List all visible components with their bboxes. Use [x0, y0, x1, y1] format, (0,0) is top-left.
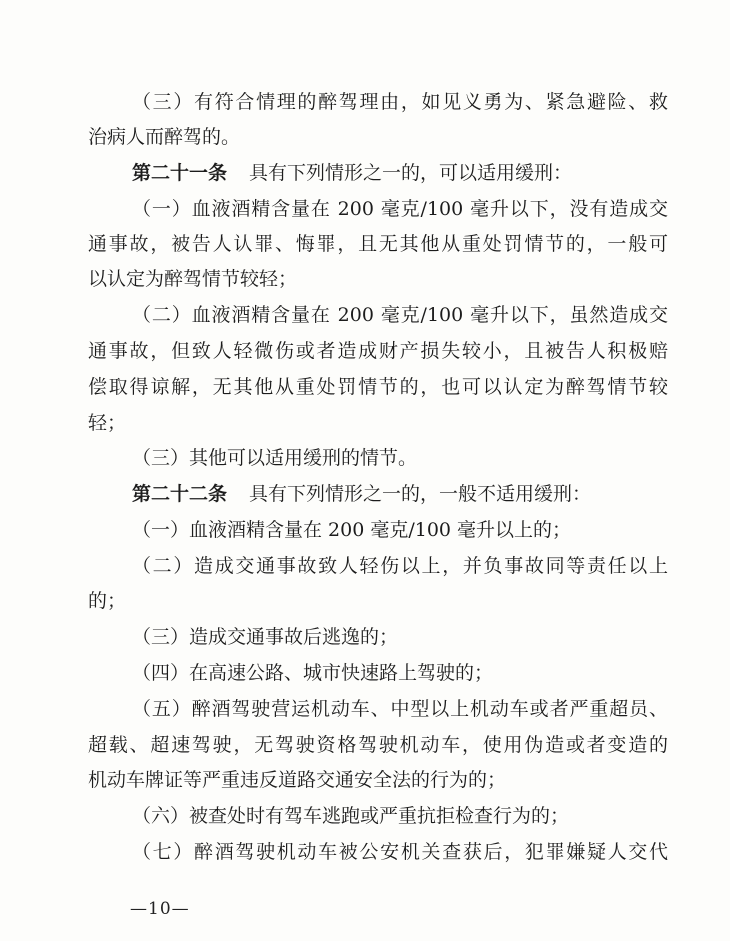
line-text: （二）血液酒精含量在 200 毫克/100 毫升以下，虽然造成交 — [132, 304, 668, 326]
body-text-line — [132, 518, 571, 542]
page-number: —10— — [130, 899, 190, 919]
line-text: （一）血液酒精含量在 200 毫克/100 毫升以下，没有造成交 — [132, 198, 668, 220]
article-number: 第二十一条 — [132, 162, 228, 184]
line-text: （五）醉酒驾驶营运机动车、中型以上机动车或者严重超员、 — [132, 698, 668, 720]
body-text-line — [132, 840, 668, 864]
line-text: （三）有符合情理的醉驾理由，如见义勇为、紧急避险、救 — [132, 91, 668, 113]
line-text: 治病人而醉驾的。 — [88, 126, 241, 148]
body-text-line — [132, 661, 493, 685]
line-text: 轻； — [88, 412, 127, 434]
body-text-line — [132, 90, 668, 114]
body-text-line — [88, 339, 668, 363]
line-text: （一）血液酒精含量在 200 毫克/100 毫升以上的； — [132, 519, 572, 541]
body-text-line — [132, 303, 668, 327]
line-text: 超载、超速驾驶，无驾驶资格驾驶机动车，使用伪造或者变造的 — [88, 734, 668, 756]
line-text: 的； — [88, 590, 127, 612]
line-text: （四）在高速公路、城市快速路上驾驶的； — [132, 662, 494, 684]
article-heading-line — [132, 482, 591, 506]
line-text: （三）其他可以适用缓刑的情节。 — [132, 447, 418, 469]
line-text: （六）被查处时有驾车逃跑或严重抗拒检查行为的； — [132, 805, 570, 827]
line-text: 以认定为醉驾情节较轻； — [88, 268, 298, 290]
body-text-line — [88, 232, 668, 256]
body-text-line — [88, 375, 668, 399]
article-heading-line — [132, 161, 572, 185]
line-text: 机动车牌证等严重违反道路交通安全法的行为的； — [88, 769, 507, 791]
line-text: 通事故，被告人认罪、悔罪，且无其他从重处罚情节的，一般可 — [88, 233, 668, 255]
body-text-line — [88, 733, 668, 757]
article-number: 第二十二条 — [132, 483, 228, 505]
body-text-line — [132, 625, 398, 649]
line-text: 偿取得谅解，无其他从重处罚情节的，也可以认定为醉驾情节较 — [88, 376, 668, 398]
body-text-line — [88, 768, 506, 792]
body-text-line — [132, 197, 668, 221]
line-text: 具有下列情形之一的，可以适用缓刑： — [249, 162, 573, 184]
line-text: （三）造成交通事故后逃逸的； — [132, 626, 399, 648]
line-text: 具有下列情形之一的，一般不适用缓刑： — [249, 483, 592, 505]
line-text: （七）醉酒驾驶机动车被公安机关查获后，犯罪嫌疑人交代 — [132, 841, 668, 863]
body-text-line — [88, 125, 240, 149]
body-text-line — [132, 804, 569, 828]
body-text-line — [132, 554, 668, 578]
body-text-line — [132, 697, 668, 721]
line-text: （二）造成交通事故致人轻伤以上，并负事故同等责任以上 — [132, 555, 668, 577]
body-text-line — [88, 589, 126, 613]
body-text-line — [88, 267, 297, 291]
body-text-line — [132, 446, 417, 470]
line-text: 通事故，但致人轻微伤或者造成财产损失较小，且被告人积极赔 — [88, 340, 668, 362]
body-text-line — [88, 411, 126, 435]
